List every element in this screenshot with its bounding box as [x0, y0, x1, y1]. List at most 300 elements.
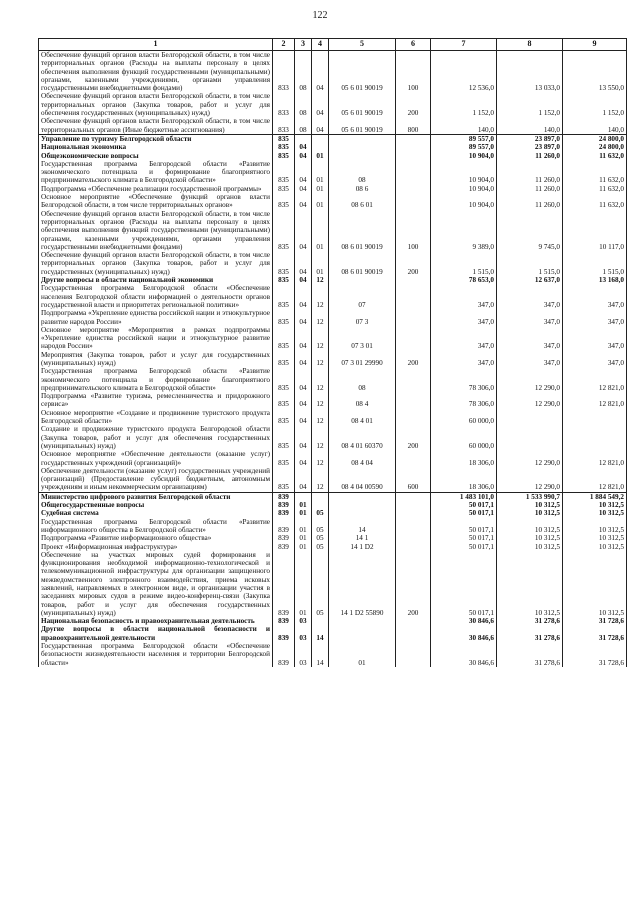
row-target-article: 08 4 01: [329, 409, 396, 426]
row-name: Обеспечение функций органов власти Белгородской области, в том числе территориальных органов (Закупка товаров, работ и услуг для государственных (муниципальных) нужд): [39, 251, 273, 276]
page-number: 122: [312, 10, 328, 21]
row-amount-year3: 12 821,0: [563, 392, 627, 409]
row-amount-year1: 1 515,0: [431, 251, 497, 276]
row-target-article: 08 6 01 90019: [329, 210, 396, 251]
row-subsection: 05: [312, 551, 329, 617]
row-name: Подпрограмма «Развитие туризма, ремесленничества и придорожного сервиса»: [39, 392, 273, 409]
row-amount-year3: 12 821,0: [563, 450, 627, 467]
row-amount-year2: 11 260,0: [497, 185, 563, 193]
row-expense-type: [396, 309, 431, 326]
row-ministry-code: 835: [273, 351, 295, 368]
column-header: 9: [563, 39, 627, 51]
table-row: [39, 134, 627, 143]
table-row: [39, 518, 627, 535]
row-amount-year2: 12 290,0: [497, 467, 563, 492]
row-amount-year1: 78 306,0: [431, 392, 497, 409]
row-target-article: 05 6 01 90019: [329, 92, 396, 117]
table-row: [39, 492, 627, 501]
row-amount-year2: 12 637,0: [497, 276, 563, 284]
row-target-article: 08: [329, 160, 396, 185]
row-amount-year2: 31 278,6: [497, 617, 563, 625]
row-subsection: 12: [312, 450, 329, 467]
header-row: [39, 39, 627, 51]
row-expense-type: [396, 276, 431, 284]
row-section: 04: [295, 152, 312, 160]
row-ministry-code: 835: [273, 185, 295, 193]
row-section: 08: [295, 51, 312, 93]
row-name: Проект «Информационная инфраструктура»: [39, 543, 273, 551]
row-target-article: 01: [329, 642, 396, 667]
table-row: [39, 276, 627, 284]
row-subsection: [312, 501, 329, 509]
row-target-article: 08 4 01 60370: [329, 425, 396, 450]
row-subsection: [312, 492, 329, 501]
row-section: 08: [295, 117, 312, 134]
row-amount-year1: 347,0: [431, 309, 497, 326]
row-amount-year3: 347,0: [563, 309, 627, 326]
row-amount-year1: 30 846,6: [431, 625, 497, 642]
row-section: 04: [295, 309, 312, 326]
row-amount-year1: 89 557,0: [431, 143, 497, 151]
row-amount-year3: [563, 425, 627, 450]
row-amount-year2: 1 515,0: [497, 251, 563, 276]
row-amount-year3: 10 312,5: [563, 551, 627, 617]
row-expense-type: 200: [396, 351, 431, 368]
row-expense-type: [396, 152, 431, 160]
row-amount-year3: 10 117,0: [563, 210, 627, 251]
row-section: 04: [295, 351, 312, 368]
row-ministry-code: 839: [273, 625, 295, 642]
row-ministry-code: 839: [273, 642, 295, 667]
table-row: [39, 351, 627, 368]
row-ministry-code: 835: [273, 143, 295, 151]
row-target-article: [329, 625, 396, 642]
row-amount-year2: 10 312,5: [497, 509, 563, 517]
row-amount-year1: 60 000,0: [431, 425, 497, 450]
row-target-article: 08 6 01: [329, 193, 396, 210]
row-subsection: [312, 134, 329, 143]
row-amount-year2: 1 533 990,7: [497, 492, 563, 501]
row-amount-year1: 50 017,1: [431, 534, 497, 542]
row-expense-type: [396, 160, 431, 185]
row-ministry-code: 839: [273, 534, 295, 542]
row-subsection: 01: [312, 193, 329, 210]
row-target-article: 14: [329, 518, 396, 535]
row-expense-type: [396, 509, 431, 517]
row-amount-year3: 347,0: [563, 326, 627, 351]
row-section: 04: [295, 193, 312, 210]
row-amount-year2: 31 278,6: [497, 625, 563, 642]
row-section: 04: [295, 251, 312, 276]
row-section: 04: [295, 467, 312, 492]
row-ministry-code: 835: [273, 392, 295, 409]
table-body: [39, 51, 627, 667]
row-target-article: [329, 492, 396, 501]
row-expense-type: [396, 326, 431, 351]
row-amount-year2: 11 260,0: [497, 160, 563, 185]
row-amount-year3: 10 312,5: [563, 534, 627, 542]
row-name: Основное мероприятие «Создание и продвижение туристского продукта Белгородской области»: [39, 409, 273, 426]
row-name: Национальная экономика: [39, 143, 273, 151]
column-header: 2: [273, 39, 295, 51]
table-row: [39, 210, 627, 251]
row-ministry-code: 835: [273, 326, 295, 351]
row-target-article: [329, 509, 396, 517]
row-name: Национальная безопасность и правоохранительная деятельность: [39, 617, 273, 625]
row-target-article: 14 1 D2: [329, 543, 396, 551]
row-expense-type: 100: [396, 210, 431, 251]
row-amount-year2: 31 278,6: [497, 642, 563, 667]
table-row: [39, 326, 627, 351]
row-subsection: 12: [312, 367, 329, 392]
row-amount-year2: 12 290,0: [497, 392, 563, 409]
row-amount-year3: 11 632,0: [563, 152, 627, 160]
row-subsection: 05: [312, 518, 329, 535]
table-row: [39, 185, 627, 193]
row-amount-year2: 12 290,0: [497, 450, 563, 467]
row-name: Обеспечение на участках мировых судей формирования и функционирования необходимой информационно-технологической и телекоммуникационной инфраструктуры для организации защищенного межведомственного электронного взаимодействия, приема исковых заявлений, направляемых в электронном виде, и организации участия в заседаниях мировых судов в режиме видео-конференц-связи (Закупка товаров, работ и услуг для обеспечения государственных (муниципальных) нужд): [39, 551, 273, 617]
column-header: 8: [497, 39, 563, 51]
row-target-article: 08 4 04 00590: [329, 467, 396, 492]
row-amount-year2: 11 260,0: [497, 193, 563, 210]
table-row: [39, 642, 627, 667]
row-amount-year2: 140,0: [497, 117, 563, 134]
row-name: Обеспечение функций органов власти Белгородской области, в том числе территориальных органов (Расходы на выплаты персоналу в целях обеспечения выполнения функций государственными (муниципальными) органами, казенными учреждениями, органами управления государственными внебюджетными фондами): [39, 210, 273, 251]
row-amount-year3: 10 312,5: [563, 509, 627, 517]
row-expense-type: [396, 501, 431, 509]
row-expense-type: [396, 518, 431, 535]
row-amount-year3: 11 632,0: [563, 160, 627, 185]
row-target-article: [329, 276, 396, 284]
table-row: [39, 509, 627, 517]
row-expense-type: [396, 143, 431, 151]
row-name: Основное мероприятие «Мероприятия в рамках подпрограммы «Укрепление единства российской нации и этнокультурное развитие народов России»: [39, 326, 273, 351]
row-name: Подпрограмма «Укрепление единства российской нации и этнокультурное развитие народов России»: [39, 309, 273, 326]
row-amount-year1: 347,0: [431, 351, 497, 368]
row-amount-year3: 140,0: [563, 117, 627, 134]
table-row: [39, 392, 627, 409]
row-subsection: 12: [312, 467, 329, 492]
row-subsection: 12: [312, 309, 329, 326]
row-amount-year1: 18 306,0: [431, 450, 497, 467]
row-subsection: 01: [312, 210, 329, 251]
row-subsection: 04: [312, 51, 329, 93]
row-subsection: 12: [312, 326, 329, 351]
row-section: 04: [295, 450, 312, 467]
row-amount-year1: 140,0: [431, 117, 497, 134]
row-amount-year2: 10 312,5: [497, 501, 563, 509]
row-target-article: [329, 617, 396, 625]
row-amount-year3: 1 152,0: [563, 92, 627, 117]
row-section: 03: [295, 625, 312, 642]
row-name: Государственная программа Белгородской области «Развитие информационного общества в Белгородской области»: [39, 518, 273, 535]
row-ministry-code: 839: [273, 509, 295, 517]
row-amount-year3: [563, 409, 627, 426]
row-amount-year2: [497, 425, 563, 450]
row-section: 04: [295, 326, 312, 351]
table-row: [39, 193, 627, 210]
row-section: 04: [295, 210, 312, 251]
row-subsection: 12: [312, 409, 329, 426]
row-amount-year3: 13 168,0: [563, 276, 627, 284]
row-ministry-code: 835: [273, 467, 295, 492]
row-section: 01: [295, 501, 312, 509]
table-row: [39, 534, 627, 542]
row-amount-year2: 23 897,0: [497, 143, 563, 151]
row-amount-year2: 347,0: [497, 326, 563, 351]
row-ministry-code: 835: [273, 409, 295, 426]
row-ministry-code: 835: [273, 450, 295, 467]
row-amount-year3: 11 632,0: [563, 193, 627, 210]
row-expense-type: [396, 193, 431, 210]
row-section: [295, 134, 312, 143]
table-row: [39, 160, 627, 185]
row-ministry-code: 833: [273, 92, 295, 117]
row-amount-year3: 12 821,0: [563, 467, 627, 492]
row-name: Общегосударственные вопросы: [39, 501, 273, 509]
row-amount-year2: 11 260,0: [497, 152, 563, 160]
row-subsection: 01: [312, 160, 329, 185]
table-row: [39, 617, 627, 625]
row-section: 04: [295, 276, 312, 284]
row-section: 01: [295, 543, 312, 551]
row-target-article: [329, 152, 396, 160]
row-amount-year2: 23 897,0: [497, 134, 563, 143]
row-amount-year1: 50 017,1: [431, 543, 497, 551]
row-amount-year1: 1 152,0: [431, 92, 497, 117]
row-amount-year2: 10 312,5: [497, 543, 563, 551]
row-name: Обеспечение функций органов власти Белгородской области, в том числе территориальных органов (Иные бюджетные ассигнования): [39, 117, 273, 134]
column-header: 6: [396, 39, 431, 51]
row-expense-type: 800: [396, 117, 431, 134]
row-expense-type: [396, 543, 431, 551]
column-header: 1: [39, 39, 273, 51]
row-amount-year2: 347,0: [497, 351, 563, 368]
row-expense-type: [396, 492, 431, 501]
budget-table: [38, 38, 627, 667]
row-target-article: 08 4: [329, 392, 396, 409]
row-section: 04: [295, 284, 312, 309]
row-ministry-code: 833: [273, 51, 295, 93]
table-row: [39, 143, 627, 151]
row-ministry-code: 835: [273, 251, 295, 276]
row-ministry-code: 835: [273, 193, 295, 210]
row-amount-year1: 89 557,0: [431, 134, 497, 143]
row-subsection: 12: [312, 276, 329, 284]
row-amount-year1: 10 904,0: [431, 193, 497, 210]
row-ministry-code: 835: [273, 367, 295, 392]
row-amount-year1: 78 306,0: [431, 367, 497, 392]
row-section: 04: [295, 409, 312, 426]
row-target-article: 14 1 D2 55890: [329, 551, 396, 617]
row-amount-year2: 10 312,5: [497, 551, 563, 617]
row-name: Подпрограмма «Развитие информационного общества»: [39, 534, 273, 542]
table-row: [39, 92, 627, 117]
row-amount-year1: 78 653,0: [431, 276, 497, 284]
row-name: Управление по туризму Белгородской области: [39, 134, 273, 143]
row-expense-type: 200: [396, 425, 431, 450]
table-row: [39, 409, 627, 426]
row-name: Государственная программа Белгородской области «Обеспечение безопасности жизнедеятельности населения и территории Белгородской области»: [39, 642, 273, 667]
row-amount-year3: 31 728,6: [563, 617, 627, 625]
row-target-article: [329, 143, 396, 151]
row-subsection: 01: [312, 185, 329, 193]
row-target-article: 08 4 04: [329, 450, 396, 467]
table-row: [39, 425, 627, 450]
row-expense-type: [396, 392, 431, 409]
row-section: 08: [295, 92, 312, 117]
row-amount-year1: 30 846,6: [431, 642, 497, 667]
row-ministry-code: 839: [273, 501, 295, 509]
row-amount-year3: 347,0: [563, 351, 627, 368]
row-amount-year3: 10 312,5: [563, 518, 627, 535]
row-subsection: 05: [312, 543, 329, 551]
table-row: [39, 152, 627, 160]
row-section: 01: [295, 509, 312, 517]
row-amount-year1: 9 389,0: [431, 210, 497, 251]
row-subsection: 05: [312, 509, 329, 517]
row-expense-type: [396, 617, 431, 625]
row-subsection: [312, 143, 329, 151]
table-row: [39, 551, 627, 617]
row-amount-year1: 10 904,0: [431, 185, 497, 193]
row-expense-type: [396, 134, 431, 143]
row-expense-type: [396, 450, 431, 467]
row-amount-year3: 1 884 549,2: [563, 492, 627, 501]
row-expense-type: [396, 534, 431, 542]
row-target-article: 07 3 01: [329, 326, 396, 351]
row-amount-year1: 50 017,1: [431, 518, 497, 535]
row-section: [295, 492, 312, 501]
row-name: Обеспечение деятельности (оказание услуг) государственных учреждений (организаций) (Предоставление субсидий бюджетным, автономным учреждениям и иным некоммерческим организациям): [39, 467, 273, 492]
row-name: Общеэкономические вопросы: [39, 152, 273, 160]
row-ministry-code: 835: [273, 152, 295, 160]
table-row: [39, 117, 627, 134]
row-target-article: [329, 501, 396, 509]
row-name: Другие вопросы в области национальной экономики: [39, 276, 273, 284]
row-ministry-code: 835: [273, 284, 295, 309]
row-expense-type: 200: [396, 551, 431, 617]
table-row: [39, 467, 627, 492]
row-amount-year3: 12 821,0: [563, 367, 627, 392]
row-amount-year2: [497, 409, 563, 426]
row-subsection: 01: [312, 152, 329, 160]
row-amount-year3: 24 800,0: [563, 143, 627, 151]
row-ministry-code: 839: [273, 543, 295, 551]
row-name: Министерство цифрового развития Белгородской области: [39, 492, 273, 501]
row-subsection: 04: [312, 92, 329, 117]
row-ministry-code: 835: [273, 276, 295, 284]
row-amount-year2: 13 033,0: [497, 51, 563, 93]
row-amount-year1: 30 846,6: [431, 617, 497, 625]
row-expense-type: 200: [396, 92, 431, 117]
row-name: Обеспечение функций органов власти Белгородской области, в том числе территориальных органов (Расходы на выплаты персоналу в целях обеспечения выполнения функций государственными (муниципальными) органами, казенными учреждениями, органами управления государственными внебюджетными фондами): [39, 51, 273, 93]
row-amount-year1: 60 000,0: [431, 409, 497, 426]
row-target-article: [329, 134, 396, 143]
row-name: Подпрограмма «Обеспечение реализации государственной программы»: [39, 185, 273, 193]
row-target-article: 08: [329, 367, 396, 392]
row-subsection: [312, 617, 329, 625]
row-amount-year2: 10 312,5: [497, 518, 563, 535]
row-amount-year2: 9 745,0: [497, 210, 563, 251]
row-ministry-code: 839: [273, 617, 295, 625]
row-section: 01: [295, 551, 312, 617]
row-amount-year2: 12 290,0: [497, 367, 563, 392]
row-amount-year1: 347,0: [431, 284, 497, 309]
row-target-article: 07: [329, 284, 396, 309]
row-subsection: 04: [312, 117, 329, 134]
row-amount-year3: 10 312,5: [563, 543, 627, 551]
column-header: 4: [312, 39, 329, 51]
table-row: [39, 625, 627, 642]
row-subsection: 01: [312, 251, 329, 276]
row-amount-year3: 24 800,0: [563, 134, 627, 143]
row-amount-year3: 31 728,6: [563, 625, 627, 642]
row-section: 04: [295, 425, 312, 450]
row-section: 04: [295, 160, 312, 185]
column-header: 5: [329, 39, 396, 51]
table-row: [39, 284, 627, 309]
row-name: Государственная программа Белгородской области «Обеспечение населения Белгородской области информацией о деятельности органов государственной власти и приоритетах региональной политики»: [39, 284, 273, 309]
row-name: Мероприятия (Закупка товаров, работ и услуг для государственных (муниципальных) нужд): [39, 351, 273, 368]
row-ministry-code: 835: [273, 425, 295, 450]
row-ministry-code: 835: [273, 134, 295, 143]
row-amount-year3: 13 550,0: [563, 51, 627, 93]
row-name: Судебная система: [39, 509, 273, 517]
row-expense-type: [396, 367, 431, 392]
column-header: 7: [431, 39, 497, 51]
row-amount-year3: 31 728,6: [563, 642, 627, 667]
row-section: 04: [295, 143, 312, 151]
row-subsection: 12: [312, 392, 329, 409]
row-target-article: 07 3: [329, 309, 396, 326]
row-amount-year1: 12 536,0: [431, 51, 497, 93]
table-row: [39, 51, 627, 93]
row-section: 03: [295, 617, 312, 625]
row-target-article: 08 6: [329, 185, 396, 193]
row-amount-year1: 50 017,1: [431, 551, 497, 617]
row-ministry-code: 833: [273, 117, 295, 134]
row-name: Обеспечение функций органов власти Белгородской области, в том числе территориальных органов (Закупка товаров, работ и услуг для обеспечения государственных (муниципальных) нужд): [39, 92, 273, 117]
row-amount-year1: 18 306,0: [431, 467, 497, 492]
row-target-article: 05 6 01 90019: [329, 117, 396, 134]
row-name: Основное мероприятие «Обеспечение функций органов власти Белгородской области, в том числе территориальных органов»: [39, 193, 273, 210]
row-section: 04: [295, 392, 312, 409]
row-expense-type: [396, 284, 431, 309]
row-section: 01: [295, 518, 312, 535]
row-section: 01: [295, 534, 312, 542]
row-subsection: 14: [312, 625, 329, 642]
row-name: Государственная программа Белгородской области «Развитие экономического потенциала и формирование благоприятного предпринимательского климата в Белгородской области»: [39, 367, 273, 392]
row-ministry-code: 839: [273, 492, 295, 501]
row-target-article: 07 3 01 29990: [329, 351, 396, 368]
row-amount-year2: 347,0: [497, 309, 563, 326]
row-subsection: 14: [312, 642, 329, 667]
row-amount-year1: 10 904,0: [431, 160, 497, 185]
row-amount-year2: 10 312,5: [497, 534, 563, 542]
row-expense-type: 600: [396, 467, 431, 492]
row-amount-year3: 10 312,5: [563, 501, 627, 509]
row-ministry-code: 835: [273, 160, 295, 185]
row-section: 04: [295, 367, 312, 392]
row-subsection: 05: [312, 534, 329, 542]
row-expense-type: [396, 642, 431, 667]
row-target-article: 14 1: [329, 534, 396, 542]
row-name: Государственная программа Белгородской области «Развитие экономического потенциала и формирование благоприятного предпринимательского климата в Белгородской области»: [39, 160, 273, 185]
table-row: [39, 309, 627, 326]
row-amount-year3: 11 632,0: [563, 185, 627, 193]
row-amount-year1: 1 483 101,0: [431, 492, 497, 501]
